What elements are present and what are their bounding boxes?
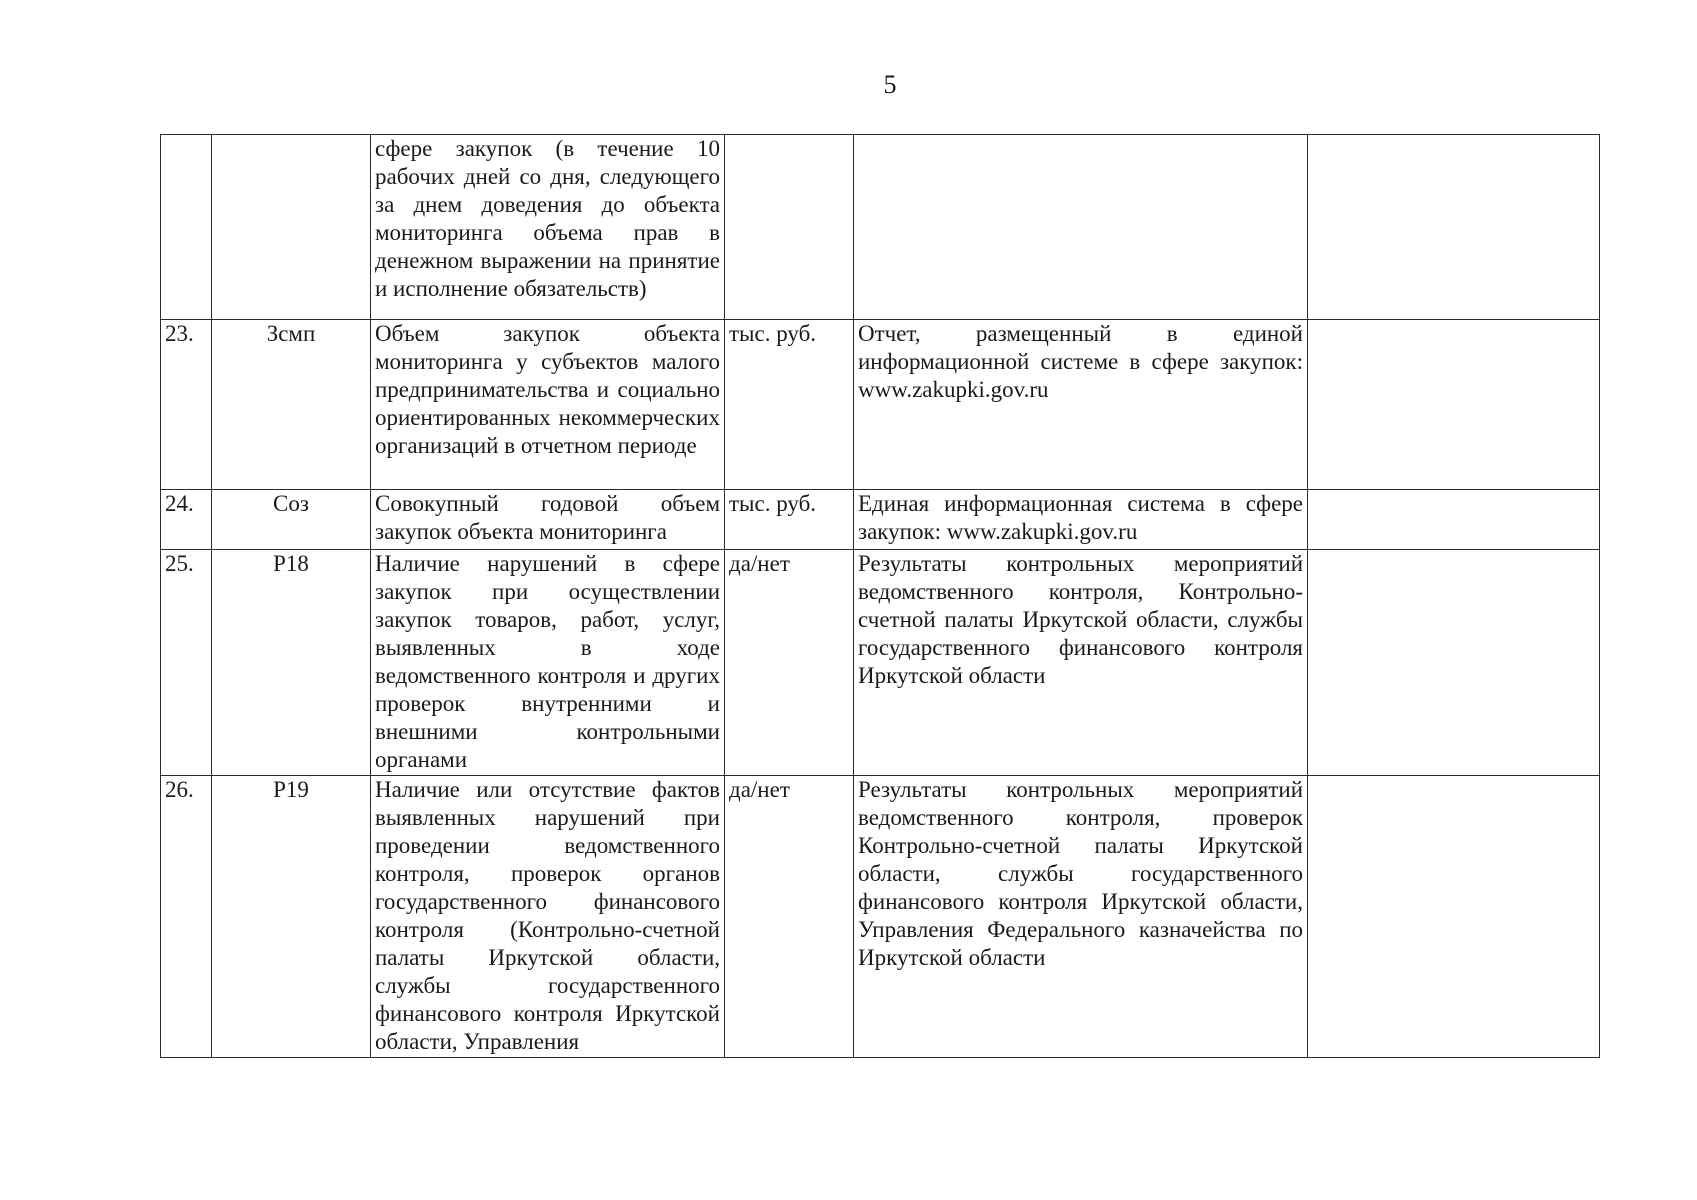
unit-of-measure: тыс. руб. xyxy=(725,320,854,490)
unit-of-measure xyxy=(725,135,854,320)
unit-of-measure: тыс. руб. xyxy=(725,490,854,550)
data-source: Отчет, размещенный в единой информационной системе в сфере закупок: www.zakupki.gov.ru xyxy=(854,320,1308,490)
unit-of-measure: да/нет xyxy=(725,550,854,776)
indicator-code: Р18 xyxy=(212,550,371,776)
extra-cell xyxy=(1308,776,1600,1058)
extra-cell xyxy=(1308,550,1600,776)
indicator-description: сфере закупок (в течение 10 рабочих дней со дня, следующего за днем доведения до объекта мониторинга объема прав в денежном выражении на принятие и исполнение обязательств) xyxy=(371,135,725,320)
table-row xyxy=(161,550,1600,776)
data-source: Результаты контрольных мероприятий ведомственного контроля, Контрольно-счетной палаты Иркутской области, службы государственного финансового контроля Иркутской области xyxy=(854,550,1308,776)
extra-cell xyxy=(1308,490,1600,550)
indicator-description: Наличие нарушений в сфере закупок при осуществлении закупок товаров, работ, услуг, выявленных в ходе ведомственного контроля и других проверок внутренними и внешними контрольными органами xyxy=(371,550,725,776)
indicator-description: Наличие или отсутствие фактов выявленных нарушений при проведении ведомственного контроля, проверок органов государственного финансового контроля (Контрольно-счетной палаты Иркутской области, службы государственного финансового контроля Иркутской области, Управления xyxy=(371,776,725,1058)
indicator-code: Соз xyxy=(212,490,371,550)
page-number: 5 xyxy=(883,70,897,99)
table-row xyxy=(161,135,1600,320)
indicator-code xyxy=(212,135,371,320)
row-number: 25. xyxy=(161,550,212,776)
extra-cell xyxy=(1308,135,1600,320)
table-row xyxy=(161,490,1600,550)
row-number: 23. xyxy=(161,320,212,490)
row-number: 24. xyxy=(161,490,212,550)
data-source: Результаты контрольных мероприятий ведомственного контроля, проверок Контрольно-счетной палаты Иркутской области, службы государственного финансового контроля Иркутской области, Управления Федерального казначейства по Иркутской области xyxy=(854,776,1308,1058)
table-row xyxy=(161,776,1600,1058)
unit-of-measure: да/нет xyxy=(725,776,854,1058)
indicator-description: Объем закупок объекта мониторинга у субъектов малого предпринимательства и социально ориентированных некоммерческих организаций в отчетном периоде xyxy=(371,320,725,490)
extra-cell xyxy=(1308,320,1600,490)
table-row xyxy=(161,320,1600,490)
data-source xyxy=(854,135,1308,320)
indicator-code: Зсмп xyxy=(212,320,371,490)
indicators-table xyxy=(160,134,1600,1058)
indicator-code: Р19 xyxy=(212,776,371,1058)
data-source: Единая информационная система в сфере закупок: www.zakupki.gov.ru xyxy=(854,490,1308,550)
row-number: 26. xyxy=(161,776,212,1058)
row-number xyxy=(161,135,212,320)
indicator-description: Совокупный годовой объем закупок объекта мониторинга xyxy=(371,490,725,550)
